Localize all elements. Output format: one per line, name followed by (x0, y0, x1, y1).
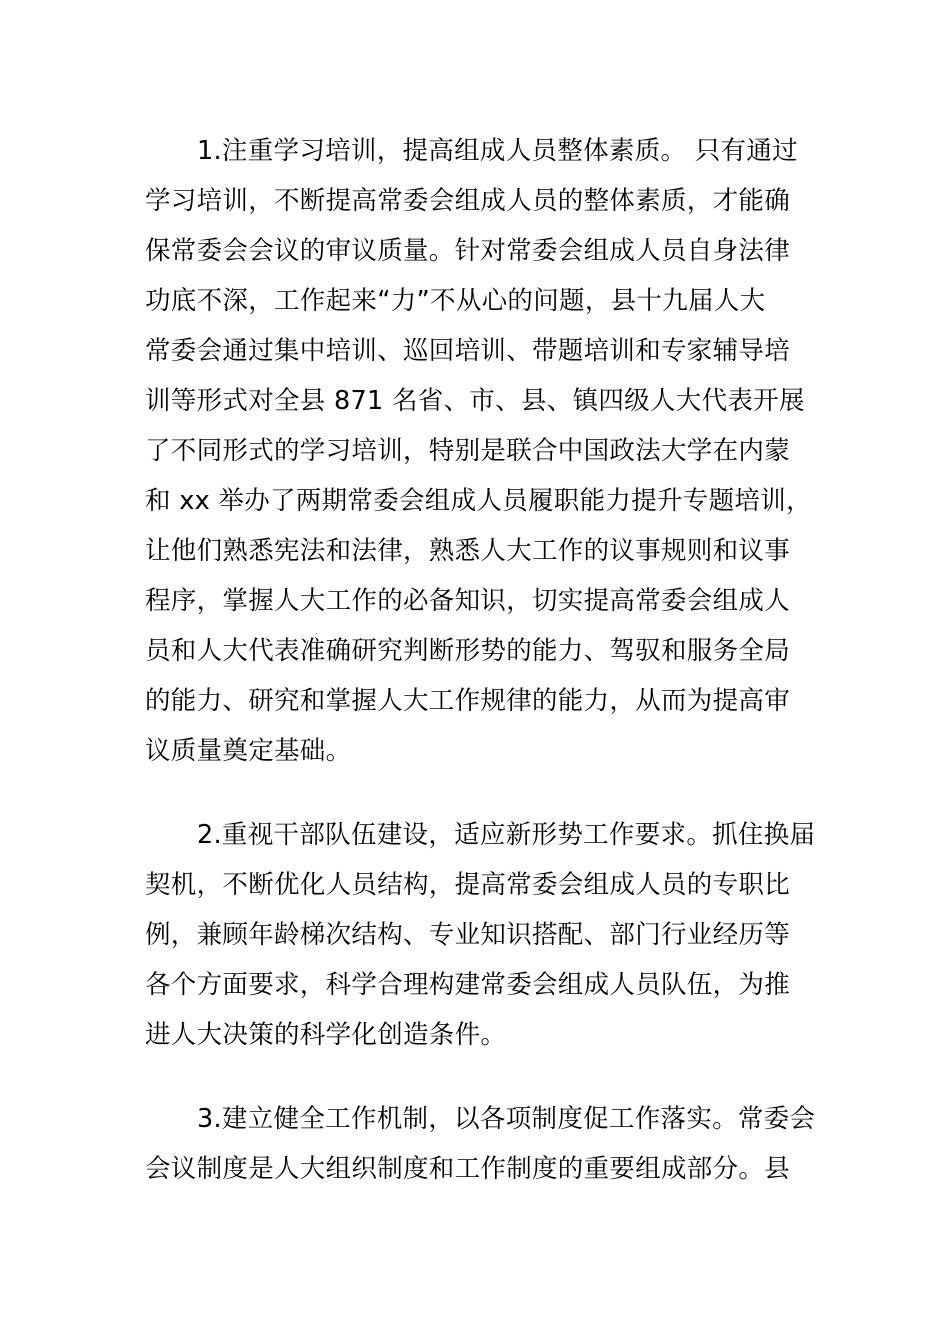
text-line: 训等形式对全县 871 名省、市、县、镇四级人大代表开展 (145, 386, 805, 416)
text-line: 2.重视干部队伍建设，适应新形势工作要求。抓住换届 (197, 820, 816, 850)
text-line: 常委会通过集中培训、巡回培训、带题培训和专家辅导培 (145, 336, 791, 366)
paragraph-spacer (145, 776, 805, 810)
text-line: 会议制度是人大组织制度和工作制度的重要组成部分。县 (145, 1154, 791, 1184)
text-line: 让他们熟悉宪法和法律，熟悉人大工作的议事规则和议事 (145, 536, 791, 566)
text-line: 1.注重学习培训，提高组成人员整体素质。 只有通过 (197, 136, 798, 166)
text-line: 例，兼顾年龄梯次结构、专业知识搭配、部门行业经历等 (145, 920, 791, 950)
text-line: 进人大决策的科学化创造条件。 (145, 1020, 507, 1050)
text-line: 议质量奠定基础。 (145, 736, 352, 766)
text-line: 3.建立健全工作机制，以各项制度促工作落实。常委会 (197, 1104, 816, 1134)
text-line: 员和人大代表准确研究判断形势的能力、驾驭和服务全局 (145, 636, 791, 666)
text-line: 的能力、研究和掌握人大工作规律的能力，从而为提高审 (145, 686, 791, 716)
text-line: 程序，掌握人大工作的必备知识，切实提高常委会组成人 (145, 586, 791, 616)
text-line: 功底不深，工作起来“力”不从心的问题，县十九届人大 (145, 286, 766, 316)
paragraph-1 (145, 126, 812, 776)
text-line: 契机，不断优化人员结构，提高常委会组成人员的专职比 (145, 870, 791, 900)
paragraph-2 (145, 810, 816, 1060)
document-body (145, 126, 816, 1194)
text-line: 学习培训，不断提高常委会组成人员的整体素质，才能确 (145, 186, 791, 216)
paragraph-spacer (145, 1060, 805, 1094)
paragraph-3 (145, 1094, 816, 1194)
text-line: 和 xx 举办了两期常委会组成人员履职能力提升专题培训， (145, 486, 812, 516)
text-line: 各个方面要求，科学合理构建常委会组成人员队伍，为推 (145, 970, 791, 1000)
text-line: 保常委会会议的审议质量。针对常委会组成人员自身法律 (145, 236, 791, 266)
text-line: 了不同形式的学习培训，特别是联合中国政法大学在内蒙 (145, 436, 791, 466)
